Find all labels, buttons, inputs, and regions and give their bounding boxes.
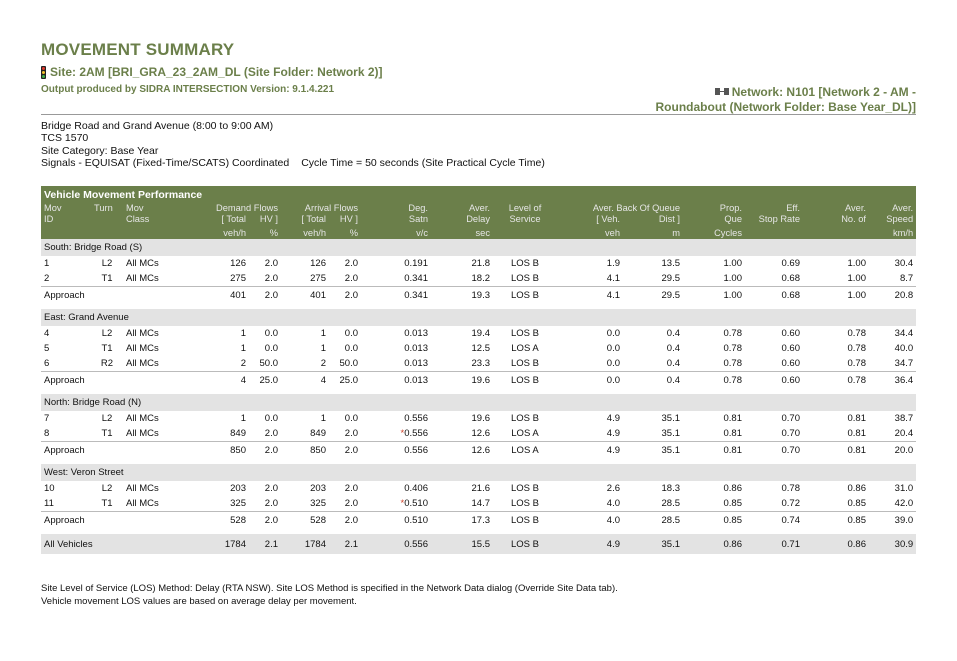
cell-dt: 1: [240, 328, 246, 339]
cell-ahv: 0.0: [344, 343, 358, 354]
cell-delay: 19.3: [431, 287, 493, 304]
cell-delay: 12.6: [471, 428, 490, 439]
section-title: South: Bridge Road (S): [41, 239, 916, 256]
cell-at: 325: [310, 498, 326, 509]
cell-dist: 35.1: [623, 534, 683, 554]
cell-que: 0.85: [683, 512, 745, 529]
cell-at: 1: [320, 343, 326, 354]
row-label: Approach: [41, 372, 91, 389]
cell-que: 0.78: [723, 328, 742, 339]
cell-deg: 0.556: [361, 534, 431, 554]
cell-eff: 0.60: [781, 358, 800, 369]
cell-cyc: 1.00: [847, 258, 866, 269]
cell-at: 1784: [281, 534, 329, 554]
table-row: [41, 271, 916, 287]
cell-spd: 38.7: [894, 413, 914, 424]
site-info: [41, 120, 545, 169]
cell-los: LOS B: [511, 273, 539, 284]
cell-dt: 2: [240, 358, 246, 369]
cell-dt: 126: [230, 258, 246, 269]
cell-delay: 14.7: [471, 498, 490, 509]
cell-eff: 0.78: [781, 483, 800, 494]
cell-que: 0.81: [723, 428, 742, 439]
cell-deg: 0.406: [404, 483, 428, 494]
cell-que: 0.81: [683, 442, 745, 459]
cell-at: 275: [310, 273, 326, 284]
cell-veh: 0.0: [557, 372, 623, 389]
cell-cyc: 0.78: [847, 358, 866, 369]
cell-id: 11: [44, 498, 54, 509]
cell-dhv: 0.0: [264, 413, 278, 424]
cell-spd: 40.0: [894, 343, 914, 354]
cell-dt: 849: [230, 428, 246, 439]
cell-id: 10: [44, 483, 55, 494]
row-label: All Vehicles: [41, 534, 91, 554]
cell-ahv: 2.0: [329, 512, 361, 529]
cell-ahv: 2.0: [344, 483, 358, 494]
section-title: East: Grand Avenue: [41, 309, 916, 326]
table-row: [41, 496, 916, 512]
cell-dhv: 2.0: [264, 273, 278, 284]
cell-cyc: 0.78: [847, 343, 866, 354]
cell-eff: 0.60: [781, 343, 800, 354]
cell-veh: 4.1: [606, 273, 620, 284]
section-title: West: Veron Street: [41, 464, 916, 481]
cell-los: LOS B: [493, 372, 557, 389]
cell-spd: 42.0: [894, 498, 914, 509]
cell-dhv: 2.0: [264, 483, 278, 494]
cell-cyc: 1.00: [803, 287, 869, 304]
footnotes: [41, 582, 618, 608]
cell-delay: 21.8: [471, 258, 490, 269]
cell-delay: 19.4: [471, 328, 490, 339]
network-line-1: Network: N101 [Network 2 - AM -: [731, 85, 916, 99]
table-banner: Vehicle Movement Performance: [41, 186, 916, 203]
cell-que: 0.86: [683, 534, 745, 554]
cell-que: 0.86: [723, 483, 742, 494]
cell-veh: 4.9: [557, 534, 623, 554]
cell-cyc: 0.85: [803, 512, 869, 529]
cell-veh: 2.6: [606, 483, 620, 494]
cell-veh: 4.1: [557, 287, 623, 304]
cell-delay: 12.5: [471, 343, 490, 354]
cell-dhv: 2.0: [249, 287, 281, 304]
cell-eff: 0.60: [745, 372, 803, 389]
network-title: [656, 85, 916, 115]
cell-id: 2: [44, 273, 50, 284]
cell-dhv: 2.0: [249, 512, 281, 529]
cell-turn: T1: [101, 498, 113, 509]
cell-los: LOS B: [493, 534, 557, 554]
cell-veh: 4.9: [606, 413, 620, 424]
cell-delay: 15.5: [431, 534, 493, 554]
cell-at: 1: [320, 328, 326, 339]
cell-spd: 20.4: [894, 428, 914, 439]
cell-delay: 21.6: [471, 483, 490, 494]
cell-los: LOS B: [511, 258, 539, 269]
cell-que: 0.78: [683, 372, 745, 389]
cell-spd: 20.8: [869, 287, 916, 304]
produced-by: Output produced by SIDRA INTERSECTION Version: 9.1.4.221: [41, 84, 335, 95]
approach-row: [41, 442, 916, 459]
header-row-2: ID Class [ Total HV ] [ Total HV ] Satn Delay Service [ Veh. Dist ] Que Stop Rate No. of Speed: [41, 214, 916, 225]
row-label: Approach: [41, 287, 91, 304]
cell-ahv: 2.0: [329, 287, 361, 304]
cell-dt: 325: [230, 498, 246, 509]
cell-los: LOS A: [493, 442, 557, 459]
row-label: Approach: [41, 512, 91, 529]
network-line-2: Roundabout (Network Folder: Base Year_DL)]: [655, 100, 916, 114]
cell-dist: 0.4: [666, 328, 680, 339]
cell-cyc: 0.81: [847, 413, 866, 424]
cell-los: LOS B: [511, 413, 539, 424]
header-row-1: Mov Turn Mov Demand Flows Arrival Flows Deg. Aver. Level of Aver. Back Of Queue Prop. Eff. Aver. Aver.: [41, 203, 916, 214]
section-header: [41, 239, 916, 256]
cell-deg: 0.013: [404, 343, 428, 354]
cell-dhv: 25.0: [249, 372, 281, 389]
cell-cls: All MCs: [126, 258, 159, 269]
cell-ahv: 2.1: [329, 534, 361, 554]
cell-delay: 12.6: [431, 442, 493, 459]
table-row: [41, 426, 916, 442]
cell-dist: 18.3: [661, 483, 680, 494]
cell-deg: 0.341: [361, 287, 431, 304]
cell-dt: 275: [230, 273, 246, 284]
cell-los: LOS B: [511, 328, 539, 339]
cell-spd: 36.4: [869, 372, 916, 389]
cell-deg: 0.013: [404, 358, 428, 369]
critical-movement-marker: *: [400, 498, 405, 509]
cell-eff: 0.70: [781, 428, 800, 439]
cell-id: 8: [44, 428, 50, 439]
cell-eff: 0.68: [781, 273, 800, 284]
info-line-3: Site Category: Base Year: [41, 144, 159, 157]
info-line-2: TCS 1570: [41, 132, 89, 145]
page-title: MOVEMENT SUMMARY: [41, 40, 235, 59]
cell-cyc: 1.00: [847, 273, 866, 284]
cell-turn: R2: [100, 358, 114, 369]
cell-dist: 29.5: [623, 287, 683, 304]
cell-spd: 39.0: [869, 512, 916, 529]
cell-dhv: 50.0: [259, 358, 278, 369]
cell-los: LOS B: [511, 358, 539, 369]
approach-row: [41, 512, 916, 529]
cell-eff: 0.74: [745, 512, 803, 529]
cell-dhv: 0.0: [264, 328, 278, 339]
cycle-time-text: Cycle Time = 50 seconds (Site Practical Cycle Time): [301, 156, 545, 169]
cell-ahv: 2.0: [344, 273, 358, 284]
cell-at: 849: [310, 428, 326, 439]
cell-turn: T1: [101, 428, 113, 439]
cell-deg: 0.013: [361, 372, 431, 389]
cell-deg: 0.191: [404, 258, 428, 269]
info-line-4: [41, 157, 545, 169]
cell-veh: 0.0: [606, 328, 620, 339]
cell-que: 0.81: [723, 413, 742, 424]
cell-spd: 20.0: [869, 442, 916, 459]
cell-dt: 850: [189, 442, 249, 459]
header-row-3: veh/h % veh/h % v/c sec veh m Cycles km/h: [41, 225, 916, 239]
cell-cyc: 0.81: [803, 442, 869, 459]
cell-spd: 30.9: [869, 534, 916, 554]
table-row: [41, 356, 916, 372]
cell-dist: 28.5: [623, 512, 683, 529]
cell-dist: 35.1: [661, 413, 680, 424]
cell-delay: 19.6: [431, 372, 493, 389]
cell-que: 0.85: [723, 498, 742, 509]
cell-at: 2: [320, 358, 326, 369]
cell-deg: 0.013: [404, 328, 428, 339]
cell-eff: 0.68: [745, 287, 803, 304]
cell-dhv: 2.0: [264, 428, 278, 439]
cell-que: 1.00: [723, 258, 742, 269]
cell-spd: 34.4: [894, 328, 914, 339]
cell-dhv: 2.0: [264, 498, 278, 509]
cell-id: 5: [44, 343, 50, 354]
table-row: [41, 326, 916, 341]
cell-at: 1: [320, 413, 326, 424]
movement-table: [41, 186, 916, 554]
cell-at: 4: [281, 372, 329, 389]
info-line-1: Bridge Road and Grand Avenue (8:00 to 9:00 AM): [41, 120, 274, 132]
traffic-light-icon: [41, 66, 46, 79]
cell-los: LOS A: [511, 343, 539, 354]
section-header: [41, 309, 916, 326]
site-title: [41, 65, 383, 79]
cell-spd: 34.7: [894, 358, 914, 369]
cell-los: LOS B: [493, 287, 557, 304]
cell-turn: L2: [101, 258, 113, 269]
cell-spd: 30.4: [894, 258, 914, 269]
cell-at: 401: [281, 287, 329, 304]
cell-cyc: 0.81: [847, 428, 866, 439]
approach-row: [41, 287, 916, 304]
cell-spd: 31.0: [894, 483, 914, 494]
cell-dt: 1: [240, 413, 246, 424]
cell-cls: All MCs: [126, 498, 159, 509]
cell-dist: 29.5: [661, 273, 680, 284]
table-row: [41, 411, 916, 426]
cell-ahv: 50.0: [339, 358, 358, 369]
cell-veh: 4.9: [557, 442, 623, 459]
cell-cls: All MCs: [126, 483, 159, 494]
cell-dist: 0.4: [623, 372, 683, 389]
cell-dhv: 2.1: [249, 534, 281, 554]
cell-los: LOS B: [511, 483, 539, 494]
footnote-1: Site Level of Service (LOS) Method: Delay (RTA NSW). Site LOS Method is specified in the Network Data dialog (Override Site Data tab).: [41, 583, 618, 594]
cell-dist: 35.1: [623, 442, 683, 459]
cell-veh: 4.0: [557, 512, 623, 529]
cell-deg: 0.556: [404, 413, 428, 424]
cell-dist: 0.4: [666, 343, 680, 354]
cell-id: 4: [44, 328, 50, 339]
cell-que: 1.00: [723, 273, 742, 284]
cell-ahv: 0.0: [344, 328, 358, 339]
cell-dt: 401: [189, 287, 249, 304]
cell-delay: 17.3: [431, 512, 493, 529]
cell-eff: 0.70: [745, 442, 803, 459]
cell-id: 7: [44, 413, 50, 424]
cell-cls: All MCs: [126, 328, 159, 339]
table-row: [41, 341, 916, 356]
cell-cls: All MCs: [126, 428, 159, 439]
cell-dist: 13.5: [661, 258, 680, 269]
cell-que: 0.78: [723, 343, 742, 354]
cell-id: 6: [44, 358, 50, 369]
cell-at: 528: [281, 512, 329, 529]
table-row: [41, 256, 916, 271]
cell-turn: L2: [101, 413, 113, 424]
cell-dt: 4: [189, 372, 249, 389]
cell-veh: 0.0: [606, 358, 620, 369]
cell-delay: 18.2: [471, 273, 490, 284]
cell-eff: 0.70: [781, 413, 800, 424]
cell-dt: 203: [230, 483, 246, 494]
network-icon: [715, 88, 729, 95]
critical-movement-marker: *: [400, 428, 405, 439]
header-divider: [41, 114, 916, 115]
cell-dt: 1: [240, 343, 246, 354]
cell-dist: 0.4: [666, 358, 680, 369]
section-header: [41, 464, 916, 481]
cell-delay: 23.3: [471, 358, 490, 369]
cell-turn: L2: [101, 483, 113, 494]
cell-cls: All MCs: [126, 358, 159, 369]
cell-eff: 0.71: [745, 534, 803, 554]
cell-dhv: 2.0: [249, 442, 281, 459]
cell-cyc: 0.78: [803, 372, 869, 389]
cell-dhv: 2.0: [264, 258, 278, 269]
section-title: North: Bridge Road (N): [41, 394, 916, 411]
cell-los: LOS A: [511, 428, 539, 439]
cell-turn: T1: [101, 343, 113, 354]
cell-deg: 0.510: [404, 498, 428, 509]
cell-cyc: 0.78: [847, 328, 866, 339]
cell-dt: 1784: [189, 534, 249, 554]
cell-deg: 0.556: [361, 442, 431, 459]
cell-at: 126: [310, 258, 326, 269]
site-label: Site: 2AM [BRI_GRA_23_2AM_DL (Site Folder: Network 2)]: [50, 65, 383, 79]
footnote-2: Vehicle movement LOS values are based on average delay per movement.: [41, 596, 357, 607]
cell-turn: T1: [101, 273, 113, 284]
cell-turn: L2: [101, 328, 113, 339]
approach-row: [41, 372, 916, 389]
cell-deg: 0.341: [404, 273, 428, 284]
cell-los: LOS B: [511, 498, 539, 509]
section-header: [41, 394, 916, 411]
cell-veh: 1.9: [606, 258, 620, 269]
cell-veh: 4.9: [606, 428, 620, 439]
row-label: Approach: [41, 442, 91, 459]
cell-id: 1: [44, 258, 50, 269]
cell-cls: All MCs: [126, 413, 159, 424]
cell-eff: 0.60: [781, 328, 800, 339]
cell-cyc: 0.86: [847, 483, 866, 494]
cell-dist: 35.1: [661, 428, 680, 439]
cell-cls: All MCs: [126, 343, 159, 354]
cell-deg: 0.556: [404, 428, 428, 439]
cell-cls: All MCs: [126, 273, 159, 284]
cell-los: LOS B: [493, 512, 557, 529]
cell-ahv: 2.0: [344, 428, 358, 439]
cell-eff: 0.69: [781, 258, 800, 269]
cell-at: 850: [281, 442, 329, 459]
cell-veh: 0.0: [606, 343, 620, 354]
cell-veh: 4.0: [606, 498, 620, 509]
cell-eff: 0.72: [781, 498, 800, 509]
cell-spd: 8.7: [899, 273, 914, 284]
cell-ahv: 0.0: [344, 413, 358, 424]
cell-que: 1.00: [683, 287, 745, 304]
cell-cyc: 0.86: [803, 534, 869, 554]
signals-text: Signals - EQUISAT (Fixed-Time/SCATS) Coordinated: [41, 156, 290, 169]
cell-ahv: 2.0: [329, 442, 361, 459]
cell-dt: 528: [189, 512, 249, 529]
cell-ahv: 2.0: [344, 258, 358, 269]
cell-dist: 28.5: [661, 498, 680, 509]
cell-at: 203: [310, 483, 326, 494]
cell-dhv: 0.0: [264, 343, 278, 354]
table-row: [41, 481, 916, 496]
cell-deg: 0.510: [361, 512, 431, 529]
cell-ahv: 25.0: [329, 372, 361, 389]
cell-delay: 19.6: [471, 413, 490, 424]
cell-cyc: 0.85: [847, 498, 866, 509]
cell-que: 0.78: [723, 358, 742, 369]
cell-ahv: 2.0: [344, 498, 358, 509]
all-vehicles-row: [41, 534, 916, 554]
